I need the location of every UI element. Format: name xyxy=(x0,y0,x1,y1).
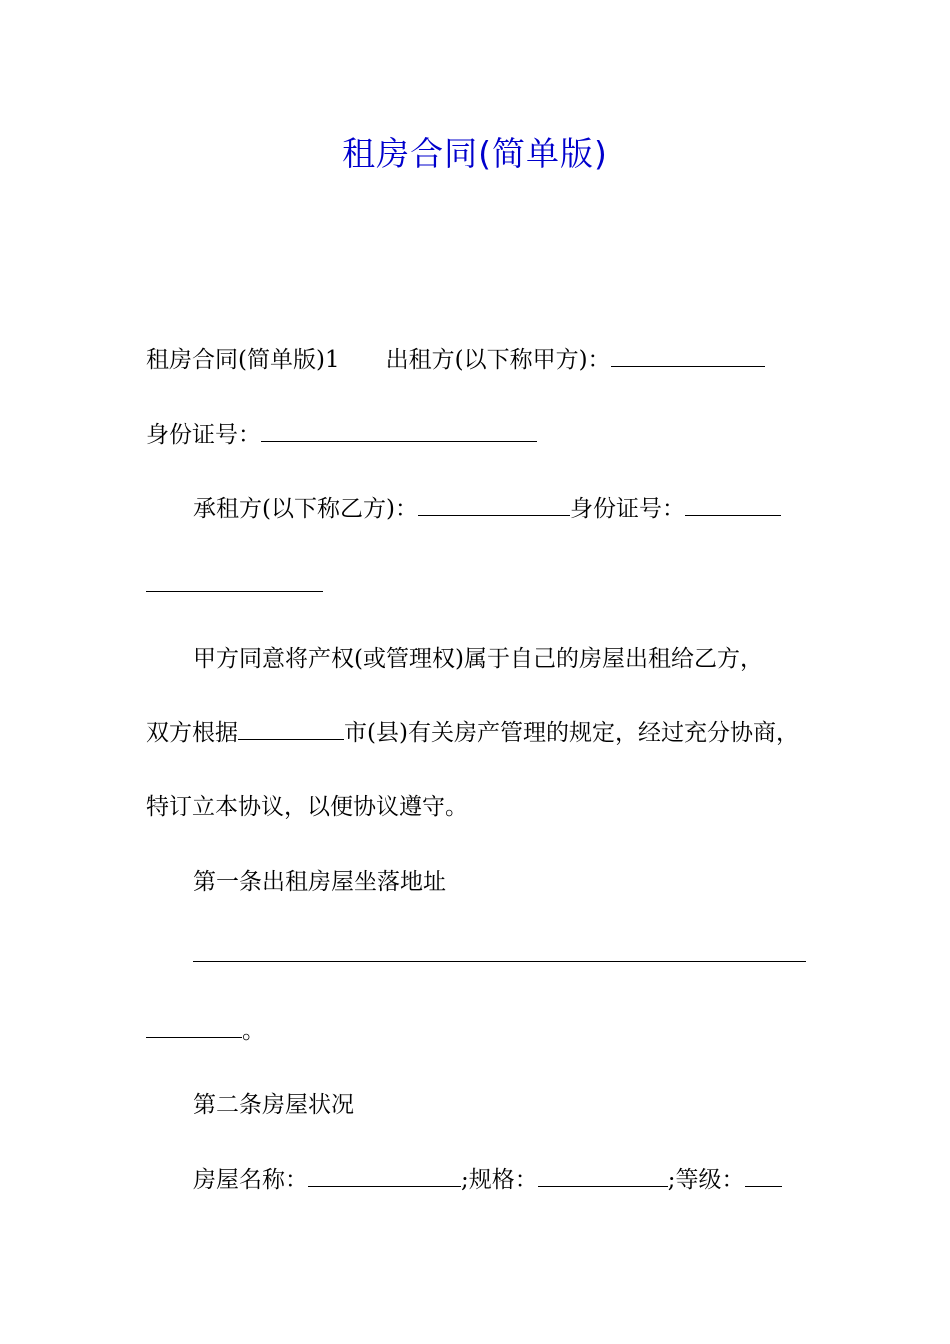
line-lessor xyxy=(146,345,765,375)
lessee-id-blank xyxy=(685,495,781,516)
address-end: 。 xyxy=(242,1018,265,1044)
para1-line2 xyxy=(146,718,799,748)
lessee-blank xyxy=(418,495,570,516)
lessee-label: 承租方(以下称乙方)： xyxy=(193,496,418,522)
para1-line3: 特订立本协议，以便协议遵守。 xyxy=(146,794,468,820)
lessor-label: 出租方(以下称甲方)： xyxy=(385,347,611,373)
spec-label: ;规格： xyxy=(461,1167,538,1193)
address-line xyxy=(193,940,806,970)
line-lessee xyxy=(193,494,781,524)
house-name-blank xyxy=(308,1166,461,1187)
para1-line1: 甲方同意将产权(或管理权)属于自己的房屋出租给乙方， xyxy=(193,646,763,672)
lessee-id-label: 身份证号： xyxy=(569,496,685,522)
address-line-cont xyxy=(146,1016,265,1046)
line-lessor-id xyxy=(146,420,537,450)
article2-heading: 第二条房屋状况 xyxy=(193,1092,354,1118)
house-details-line xyxy=(193,1165,782,1195)
lessor-blank xyxy=(611,346,765,367)
article1-heading: 第一条出租房屋坐落地址 xyxy=(193,869,446,895)
house-name-label: 房屋名称： xyxy=(193,1167,308,1193)
grade-label: ;等级： xyxy=(667,1167,745,1193)
contract-name: 租房合同(简单版)1 xyxy=(146,347,340,373)
line-lessee-id-cont xyxy=(146,570,323,600)
city-blank xyxy=(238,719,344,740)
lessee-id-blank-cont xyxy=(146,571,323,592)
city-suffix: 市(县)有关房产管理的规定，经过充分协商， xyxy=(344,720,799,746)
address-blank-cont xyxy=(146,1017,242,1038)
city-prefix: 双方根据 xyxy=(146,720,238,746)
spec-blank xyxy=(538,1166,668,1187)
address-blank xyxy=(193,941,806,962)
lessor-id-label: 身份证号： xyxy=(146,422,261,448)
grade-blank xyxy=(745,1166,782,1187)
lessor-id-blank xyxy=(261,421,537,442)
document-title: 租房合同(简单版) xyxy=(342,134,608,173)
